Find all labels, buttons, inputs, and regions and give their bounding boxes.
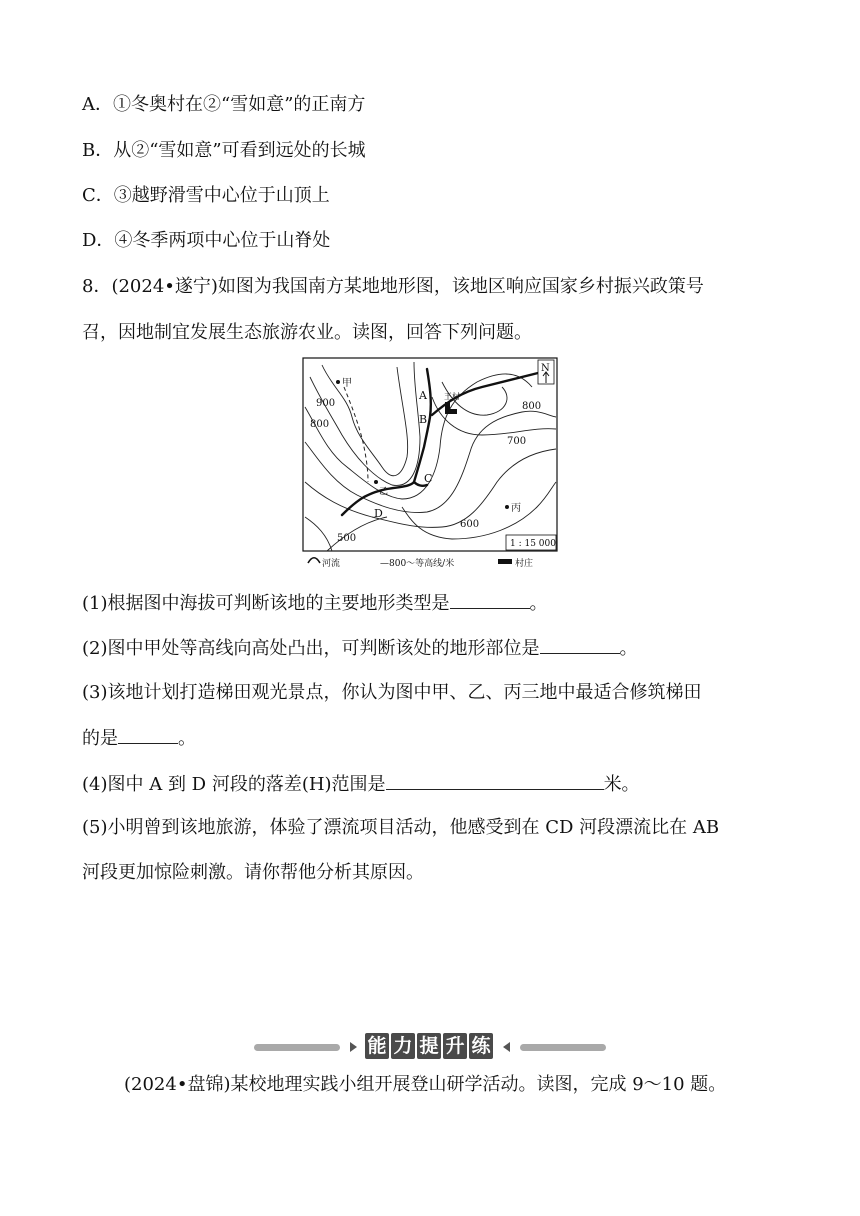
contour-500-label: 500 [337,533,357,544]
question-8-line1: 8．(2024•遂宁)如图为我国南方某地地形图，该地区响应国家乡村振兴政策号 [82,276,704,297]
question-8-3-line1: (3)该地计划打造梯田观光景点，你认为图中甲、乙、丙三地中最适合修筑梯田 [82,682,702,703]
point-d-label: D [374,507,383,520]
topographic-map [302,357,558,570]
point-a-label: A [419,389,427,402]
question-8-5-line2: 河段更加惊险刺激。请你帮他分析其原因。 [82,862,424,883]
banner-left-arrow-icon [350,1042,357,1052]
banner-title [365,1033,493,1059]
village-label: 王村 [444,392,460,401]
map-scale: 1 : 15 000 [510,539,556,549]
contour-800-right-label: 800 [522,401,542,412]
legend-river: 河流 [322,559,341,569]
question-8-3-line2: 的是 。 [82,725,196,751]
option-a: A．①冬奥村在②“雪如意”的正南方 [82,94,366,115]
point-c-label: C [424,472,433,485]
banner-char: 练 [469,1033,493,1059]
option-c: C．③越野滑雪中心位于山顶上 [82,185,330,206]
point-yi-label: 乙 [379,487,389,497]
option-b: B．从②“雪如意”可看到远处的长城 [82,140,366,161]
banner-char: 提 [417,1033,441,1059]
point-bing-label: 丙 [511,503,521,514]
contour-800-left-label: 800 [310,419,330,430]
answer-blank-3[interactable] [118,725,178,744]
section-intro: (2024•盘锦)某校地理实践小组开展登山研学活动。读图，完成 9～10 题。 [124,1074,727,1095]
banner-right-arrow-icon [503,1042,510,1052]
banner-char: 能 [365,1033,389,1059]
point-b-label: B [419,413,428,426]
legend-village: 村庄 [515,559,534,569]
north-arrow-icon [538,360,554,384]
question-8-1: (1)根据图中海拔可判断该地的主要地形类型是 。 [82,590,548,616]
answer-blank-2[interactable] [540,635,620,654]
answer-blank-4[interactable] [386,771,604,790]
question-8-2: (2)图中甲处等高线向高处凸出，可判断该处的地形部位是 。 [82,635,638,661]
river-legend-icon [308,558,320,563]
section-banner [250,1033,610,1061]
banner-right-bar [520,1044,606,1051]
legend-contour: —800～等高线/米 [380,559,455,569]
contour-700-label: 700 [507,436,527,447]
banner-char: 升 [443,1033,467,1059]
contour-600-label: 600 [460,519,480,530]
answer-blank-1[interactable] [450,590,530,609]
point-jia-label: 甲 [342,378,352,389]
village-legend-icon [498,559,512,564]
question-8-5-line1: (5)小明曾到该地旅游，体验了漂流项目活动，他感受到在 CD 河段漂流比在 AB [82,817,720,838]
question-8-line2: 召，因地制宜发展生态旅游农业。读图，回答下列问题。 [82,322,532,343]
contour-900-label: 900 [316,398,336,409]
question-8-4: (4)图中 A 到 D 河段的落差(H)范围是 米。 [82,771,640,797]
banner-left-bar [254,1044,340,1051]
option-d: D．④冬季两项中心位于山脊处 [82,230,331,251]
banner-char: 力 [391,1033,415,1059]
svg-text:N: N [541,363,550,374]
